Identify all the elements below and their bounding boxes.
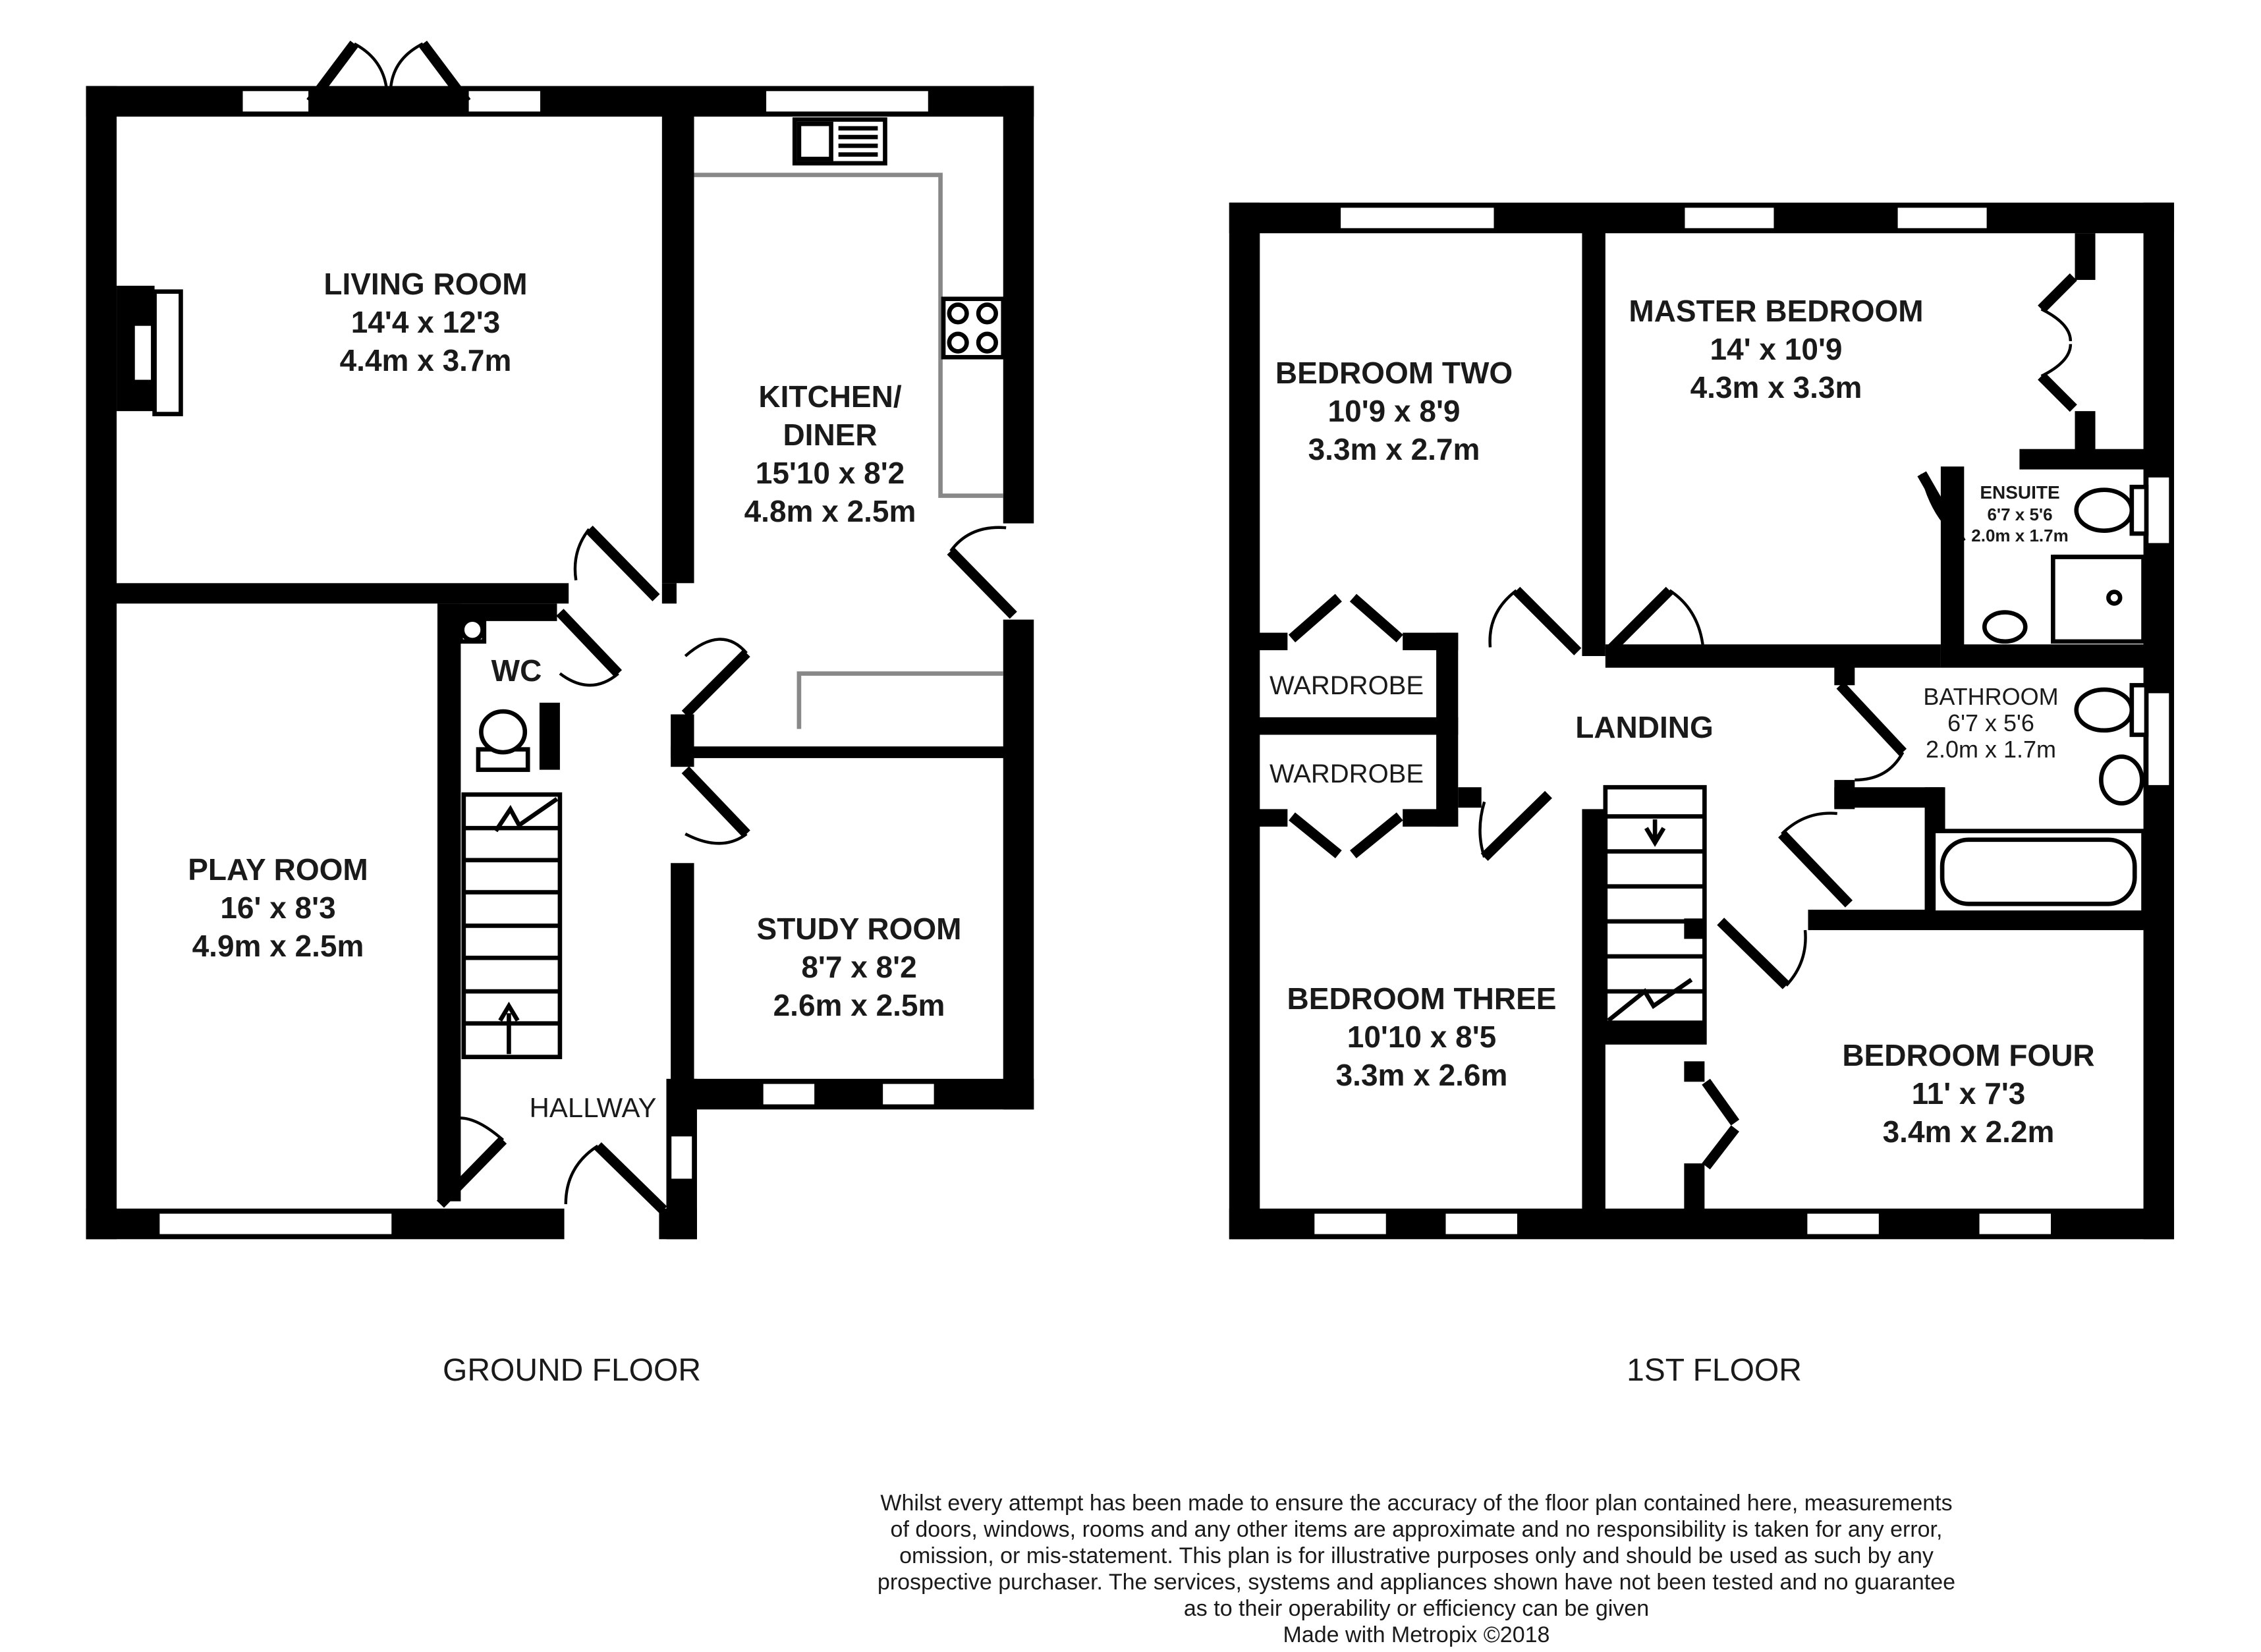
wardrobe-lower-name: WARDROBE <box>1269 759 1424 788</box>
bedroom-four-metric: 3.4m x 2.2m <box>1882 1115 2055 1149</box>
hallway-name: HALLWAY <box>529 1092 657 1123</box>
disclaimer-line: of doors, windows, rooms and any other items are approximate and no responsibility is taken for any error, <box>890 1517 1943 1542</box>
living-room-metric: 4.4m x 3.7m <box>339 343 512 377</box>
ensuite-imperial: 6'7 x 5'6 <box>1987 505 2053 524</box>
master-bedroom-name: MASTER BEDROOM <box>1629 294 1924 328</box>
bedroom-two-imperial: 10'9 x 8'9 <box>1327 394 1461 428</box>
disclaimer-line: prospective purchaser. The services, systems and appliances shown have not been tested and no guarantee <box>877 1570 1956 1595</box>
ground-floor-title: GROUND FLOOR <box>442 1353 702 1388</box>
kitchen-name-line1: KITCHEN/ <box>758 379 902 414</box>
bedroom-two-name: BEDROOM TWO <box>1275 356 1513 390</box>
living-room-imperial: 14'4 x 12'3 <box>350 305 501 339</box>
kitchen-imperial: 15'10 x 8'2 <box>755 456 905 490</box>
disclaimer-line: Whilst every attempt has been made to ensure the accuracy of the floor plan contained here, measurements <box>880 1491 1953 1516</box>
play-room-name: PLAY ROOM <box>188 852 368 887</box>
bathroom-name: BATHROOM <box>1923 683 2059 710</box>
master-bedroom-imperial: 14' x 10'9 <box>1710 332 1843 366</box>
living-room-name: LIVING ROOM <box>323 267 528 301</box>
kitchen-name-line2: DINER <box>783 418 878 452</box>
bedroom-three-name: BEDROOM THREE <box>1287 981 1557 1016</box>
bedroom-two-metric: 3.3m x 2.7m <box>1308 432 1480 466</box>
play-room-metric: 4.9m x 2.5m <box>192 929 364 963</box>
study-room-name: STUDY ROOM <box>756 912 962 946</box>
ground-floor-plan <box>86 43 1034 1239</box>
bedroom-three-imperial: 10'10 x 8'5 <box>1347 1020 1497 1054</box>
bedroom-four-imperial: 11' x 7'3 <box>1911 1076 2026 1111</box>
disclaimer <box>758 1490 2075 1648</box>
ensuite-metric: 2.0m x 1.7m <box>1971 526 2069 545</box>
bathroom-metric: 2.0m x 1.7m <box>1925 736 2057 763</box>
disclaimer-line: as to their operability or efficiency can be given <box>1183 1596 1650 1621</box>
bedroom-four-name: BEDROOM FOUR <box>1842 1038 2095 1072</box>
study-room-imperial: 8'7 x 8'2 <box>801 950 917 984</box>
bedroom-three-metric: 3.3m x 2.6m <box>1335 1058 1508 1092</box>
bathroom-imperial: 6'7 x 5'6 <box>1947 709 2034 736</box>
metropix-credit: Made with Metropix ©2018 <box>1283 1622 1550 1647</box>
landing-name: LANDING <box>1575 710 1714 744</box>
study-room-metric: 2.6m x 2.5m <box>773 988 945 1022</box>
kitchen-metric: 4.8m x 2.5m <box>744 494 916 528</box>
wardrobe-upper-name: WARDROBE <box>1269 671 1424 700</box>
wc-name: WC <box>491 653 542 688</box>
first-floor-title: 1ST FLOOR <box>1627 1353 1802 1388</box>
disclaimer-line: omission, or mis-statement. This plan is for illustrative purposes only and should be used as such by any <box>899 1543 1934 1568</box>
master-bedroom-metric: 4.3m x 3.3m <box>1690 370 1862 404</box>
ensuite-name: ENSUITE <box>1980 482 2060 503</box>
play-room-imperial: 16' x 8'3 <box>220 891 336 925</box>
